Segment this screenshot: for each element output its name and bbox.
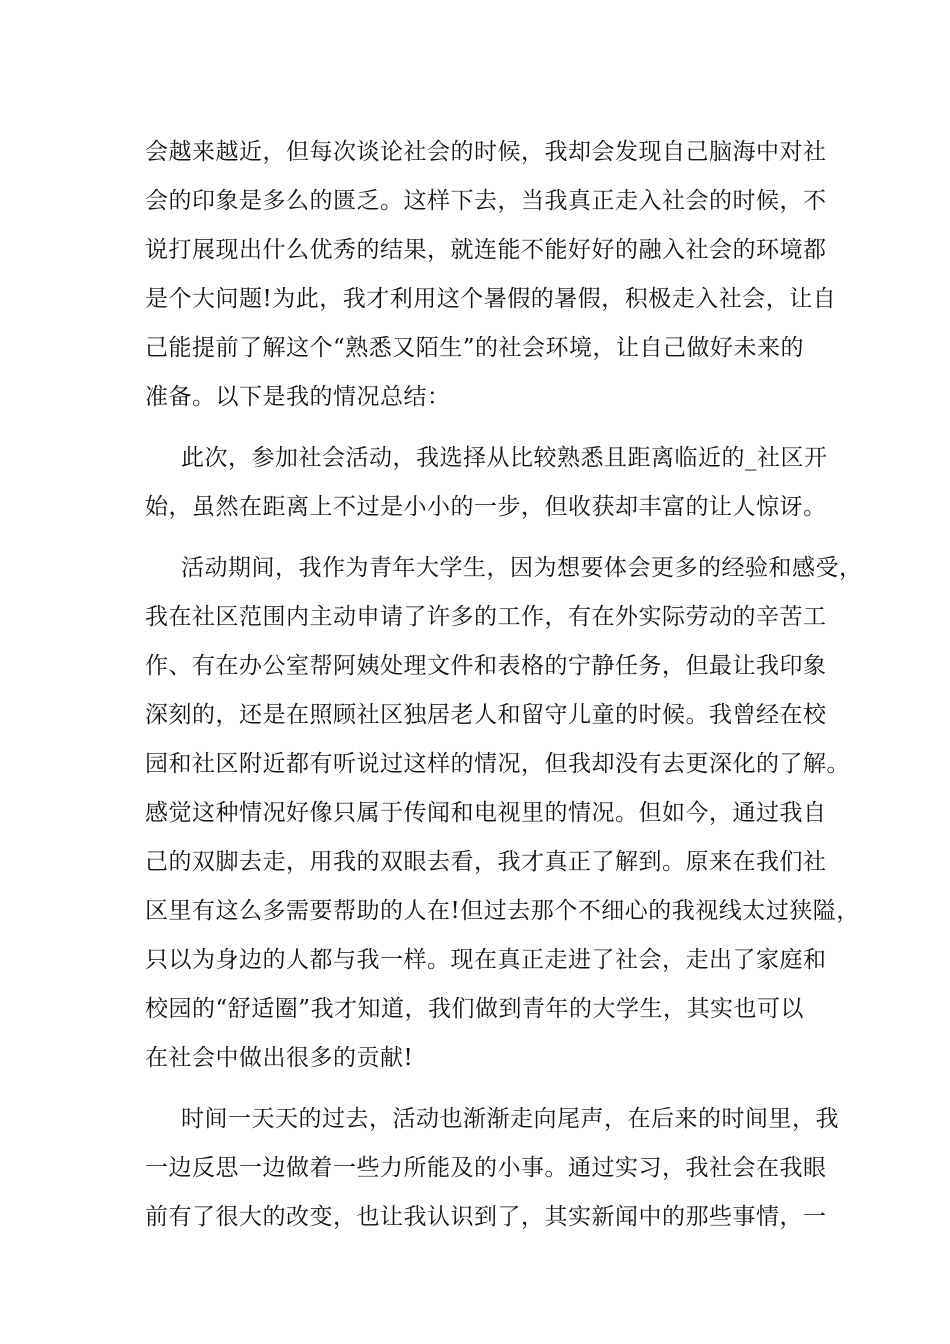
paragraph-2 bbox=[145, 434, 828, 532]
text-line: 前有了很大的改变，也让我认识到了，其实新闻中的那些事情，一 bbox=[145, 1204, 827, 1230]
paragraph-3 bbox=[145, 544, 863, 1083]
paragraph-4 bbox=[145, 1095, 839, 1242]
text-line: 校园的“舒适圈”我才知道，我们做到青年的大学生，其实也可以 bbox=[145, 996, 805, 1022]
text-line: 准备。以下是我的情况总结： bbox=[145, 384, 451, 410]
text-line: 会越来越近，但每次谈论社会的时候，我却会发现自己脑海中对社 bbox=[145, 139, 827, 165]
text-line: 作、有在办公室帮阿姨处理文件和表格的宁静任务，但最让我印象 bbox=[145, 653, 827, 679]
text-line: 是个大问题!为此，我才利用这个暑假的暑假，积极走入社会，让自 bbox=[145, 286, 837, 312]
paragraph-1 bbox=[145, 128, 837, 422]
paragraph-spacer bbox=[145, 1083, 810, 1095]
text-line: 己的双脚去走，用我的双眼去看，我才真正了解到。原来在我们社 bbox=[145, 849, 827, 875]
text-line: 我在社区范围内主动申请了许多的工作，有在外实际劳动的辛苦工 bbox=[145, 604, 827, 630]
text-line: 时间一天天的过去，活动也渐渐走向尾声，在后来的时间里，我 bbox=[181, 1106, 839, 1132]
text-line: 区里有这么多需要帮助的人在!但过去那个不细心的我视线太过狭隘， bbox=[145, 898, 860, 924]
text-line: 一边反思一边做着一些力所能及的小事。通过实习，我社会在我眼 bbox=[145, 1155, 827, 1181]
text-line: 感觉这种情况好像只属于传闻和电视里的情况。但如今，通过我自 bbox=[145, 800, 827, 826]
paragraph-spacer bbox=[145, 532, 810, 544]
text-line: 始，虽然在距离上不过是小小的一步，但收获却丰富的让人惊讶。 bbox=[145, 494, 827, 520]
text-line: 说打展现出什么优秀的结果，就连能不能好好的融入社会的环境都 bbox=[145, 237, 827, 263]
text-line: 园和社区附近都有听说过这样的情况，但我却没有去更深化的了解。 bbox=[145, 751, 850, 777]
text-line: 此次，参加社会活动，我选择从比较熟悉且距离临近的_社区开 bbox=[181, 445, 828, 471]
text-line: 深刻的，还是在照顾社区独居老人和留守儿童的时候。我曾经在校 bbox=[145, 702, 827, 728]
document-body bbox=[145, 128, 863, 1242]
text-line: 在社会中做出很多的贡献! bbox=[145, 1045, 414, 1071]
text-line: 会的印象是多么的匮乏。这样下去，当我真正走入社会的时候，不 bbox=[145, 188, 827, 214]
text-line: 己能提前了解这个“熟悉又陌生”的社会环境，让自己做好未来的 bbox=[145, 335, 805, 361]
text-line: 只以为身边的人都与我一样。现在真正走进了社会，走出了家庭和 bbox=[145, 947, 827, 973]
text-line: 活动期间，我作为青年大学生，因为想要体会更多的经验和感受， bbox=[181, 555, 863, 581]
paragraph-spacer bbox=[145, 422, 810, 434]
